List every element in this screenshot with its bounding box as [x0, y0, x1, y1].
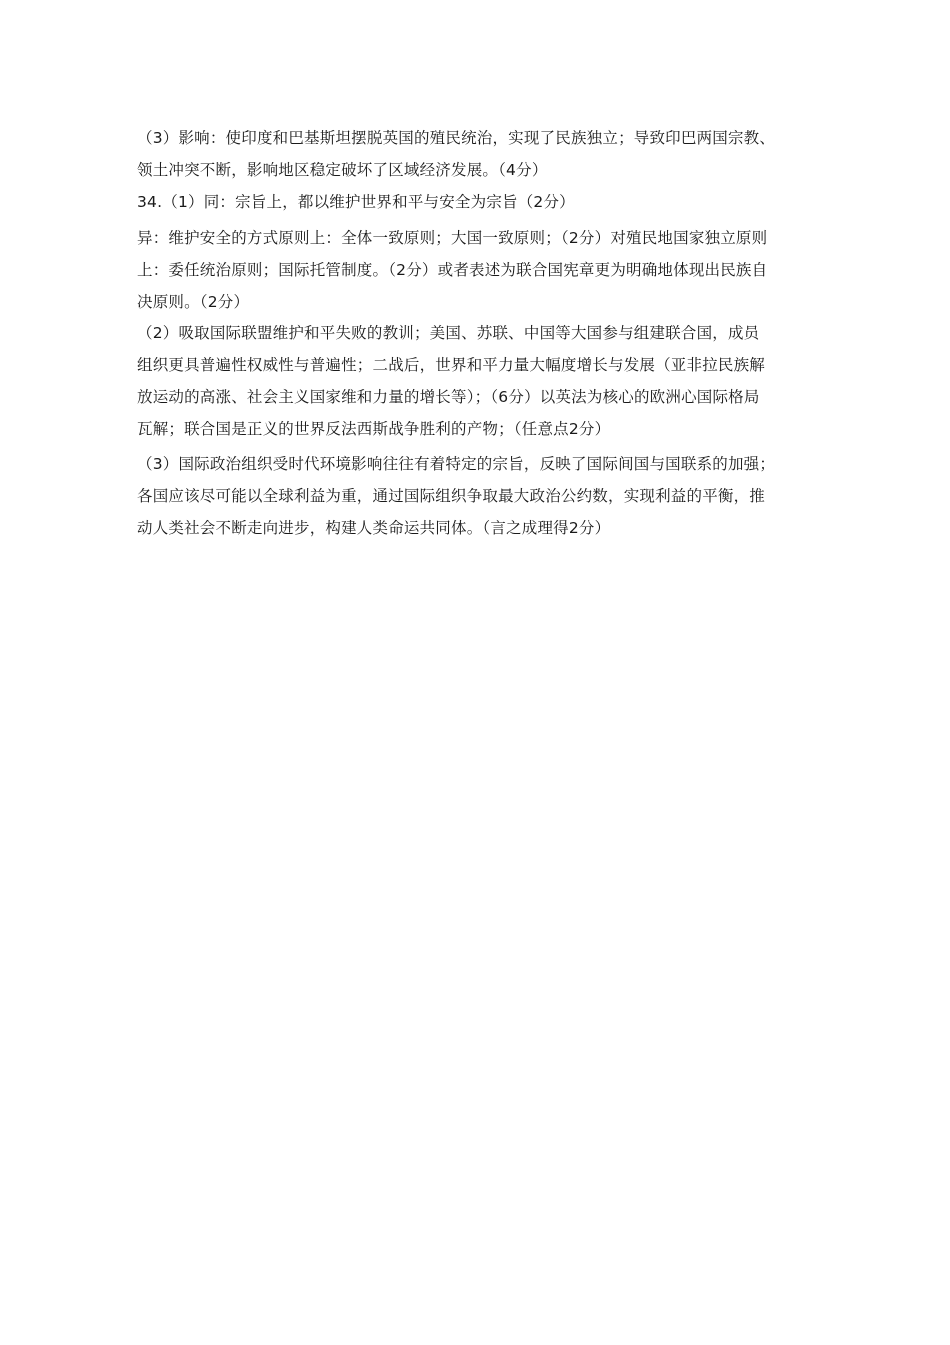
text-line: 异：维护安全的方式原则上：全体一致原则；大国一致原则；（2分）对殖民地国家独立原则	[137, 229, 768, 247]
text-line: 决原则。（2分）	[137, 293, 250, 311]
text-line: 放运动的高涨、社会主义国家维和力量的增长等）；（6分）以英法为核心的欧洲心国际格局	[137, 388, 760, 406]
answer-q34-part3	[137, 448, 819, 544]
text-line: 34.（1）同：宗旨上，都以维护世界和平与安全为宗旨（2分）	[137, 193, 575, 211]
text-line: 上：委任统治原则；国际托管制度。（2分）或者表述为联合国宪章更为明确地体现出民族自	[137, 261, 768, 279]
text-line: （3）国际政治组织受时代环境影响往往有着特定的宗旨，反映了国际间国与国联系的加强；	[137, 455, 776, 473]
answer-q34-part1-same	[137, 186, 819, 218]
text-line: 瓦解；联合国是正义的世界反法西斯战争胜利的产物；（任意点2分）	[137, 420, 611, 438]
text-line: （2）吸取国际联盟维护和平失败的教训；美国、苏联、中国等大国参与组建联合国，成员	[137, 324, 760, 342]
text-line: （3）影响：使印度和巴基斯坦摆脱英国的殖民统治，实现了民族独立；导致印巴两国宗教、	[137, 129, 776, 147]
text-line: 动人类社会不断走向进步，构建人类命运共同体。（言之成理得2分）	[137, 519, 611, 537]
answer-q33-part3	[137, 122, 819, 186]
text-line: 组织更具普遍性权威性与普遍性；二战后，世界和平力量大幅度增长与发展（亚非拉民族解	[137, 356, 766, 374]
text-line: 各国应该尽可能以全球利益为重，通过国际组织争取最大政治公约数，实现利益的平衡，推	[137, 487, 766, 505]
answer-q34-part1-diff	[137, 222, 819, 318]
answer-q34-part2	[137, 317, 819, 445]
text-line: 领土冲突不断，影响地区稳定破坏了区域经济发展。（4分）	[137, 161, 548, 179]
